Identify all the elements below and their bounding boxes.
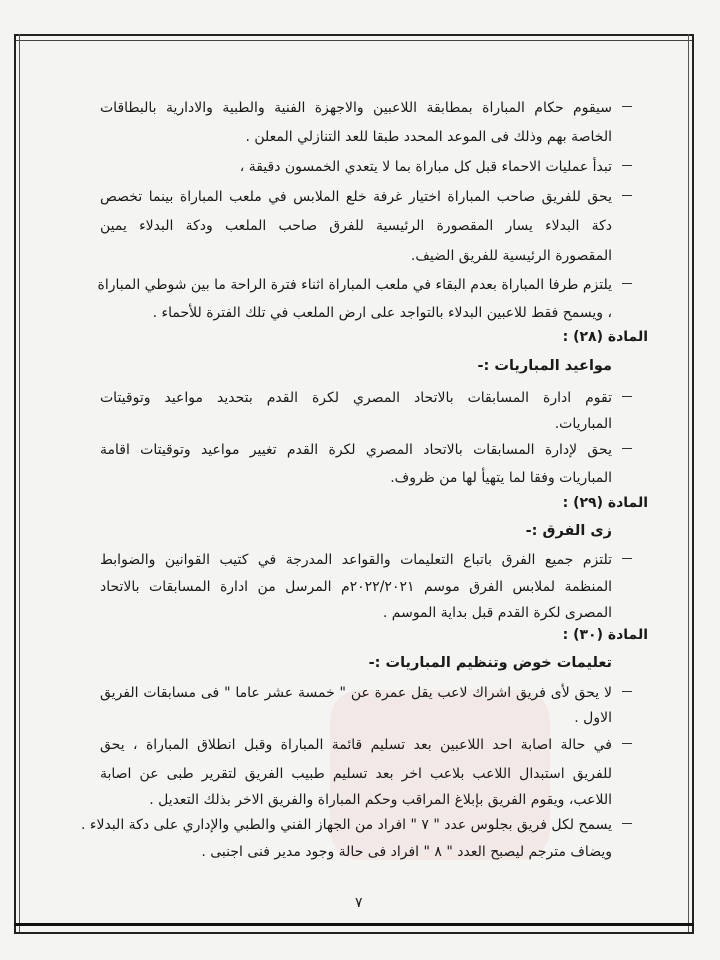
article-title: المادة (٢٩) :	[562, 495, 648, 511]
bullet-dash	[622, 691, 632, 692]
paragraph-line: المباريات وفقا لما يتهيأ لها من ظروف.	[390, 470, 612, 486]
paragraph-line: المباريات.	[554, 416, 612, 432]
page-frame-bottom	[14, 923, 694, 934]
paragraph-line: يسمح لكل فريق بجلوس عدد " ٧ " افراد من الجهاز الفني والطبي والإداري على دكة البدلاء .	[81, 817, 612, 833]
paragraph-line: في حالة اصابة احد اللاعبين بعد تسليم قائمة المباراة وقبل انطلاق المباراة ، يحق	[100, 737, 612, 753]
bullet-dash	[622, 823, 632, 824]
bullet-dash	[622, 558, 632, 559]
paragraph-line: المصرى لكرة القدم قبل بداية الموسم .	[382, 605, 612, 621]
paragraph-line: لا يحق لأى فريق اشراك لاعب يقل عمرة عن " خمسة عشر عاما " فى مسابقات الفريق	[100, 685, 612, 701]
paragraph-line: تلتزم جميع الفرق باتباع التعليمات والقواعد المدرجة في كتيب القوانين والضوابط	[100, 552, 612, 568]
paragraph-line: ، ويسمح فقط للاعبين البدلاء بالتواجد على ارض الملعب في تلك الفترة للأحماء .	[152, 305, 612, 321]
paragraph-line: المقصورة الرئيسية للفريق الضيف.	[410, 248, 612, 264]
page-frame-left	[14, 34, 20, 932]
page-number: ٧	[355, 895, 363, 911]
paragraph-line: يحق لإدارة المسابقات بالاتحاد المصري لكرة القدم تغيير مواعيد وتوقيتات اقامة	[100, 442, 612, 458]
page-frame-top	[14, 34, 694, 41]
section-heading: تعليمات خوض وتنظيم المباريات :-	[368, 655, 612, 671]
paragraph-line: المنظمة لملابس الفرق موسم ٢٠٢٢/٢٠٢١م المرسل من ادارة المسابقات بالاتحاد	[100, 579, 613, 595]
paragraph-line: اللاعب، ويقوم الفريق بإبلاغ المراقب وحكم المباراة والفريق الاخر بذلك التعديل .	[149, 792, 612, 808]
bullet-dash	[622, 165, 632, 166]
article-title: المادة (٣٠) :	[562, 627, 648, 643]
paragraph-line: تقوم ادارة المسابقات بالاتحاد المصري لكرة القدم بتحديد مواعيد وتوقيتات	[100, 390, 612, 406]
paragraph-line: سيقوم حكام المباراة بمطابقة اللاعبين والاجهزة الفنية والطبية والادارية بالبطاقات	[100, 100, 612, 116]
paragraph-line: دكة البدلاء يسار المقصورة الرئيسية للفرق صاحب الملعب ودكة البدلاء يمين	[100, 218, 612, 234]
paragraph-line: تبدأ عمليات الاحماء قبل كل مباراة بما لا يتعدي الخمسون دقيقة ،	[239, 159, 612, 175]
bullet-dash	[622, 743, 632, 744]
paragraph-line: للفريق استبدال اللاعب بلاعب اخر بعد تسليم طبيب الفريق لتقرير طبى عن اصابة	[100, 766, 612, 782]
section-heading: زى الفرق :-	[525, 523, 612, 539]
paragraph-line: الاول .	[574, 710, 612, 726]
bullet-dash	[622, 448, 632, 449]
bullet-dash	[622, 283, 632, 284]
bullet-dash	[622, 195, 632, 196]
bullet-dash	[622, 106, 632, 107]
paragraph-line: الخاصة بهم وذلك فى الموعد المحدد طبقا للعد التنازلي المعلن .	[245, 129, 612, 145]
paragraph-line: ويضاف مترجم ليصبح العدد " ٨ " افراد فى حالة وجود مدير فنى اجنبى .	[201, 844, 612, 860]
section-heading: مواعيد المباريات :-	[477, 358, 612, 374]
bullet-dash	[622, 396, 632, 397]
page-frame-right	[688, 34, 694, 932]
article-title: المادة (٢٨) :	[562, 329, 648, 345]
paragraph-line: يلتزم طرفا المباراة بعدم البقاء في ملعب المباراة اثناء فترة الراحة ما بين شوطي المباراة	[97, 277, 612, 293]
paragraph-line: يحق للفريق صاحب المباراة اختيار غرفة خلع الملابس في ملعب المباراة بينما تخصص	[100, 189, 612, 205]
